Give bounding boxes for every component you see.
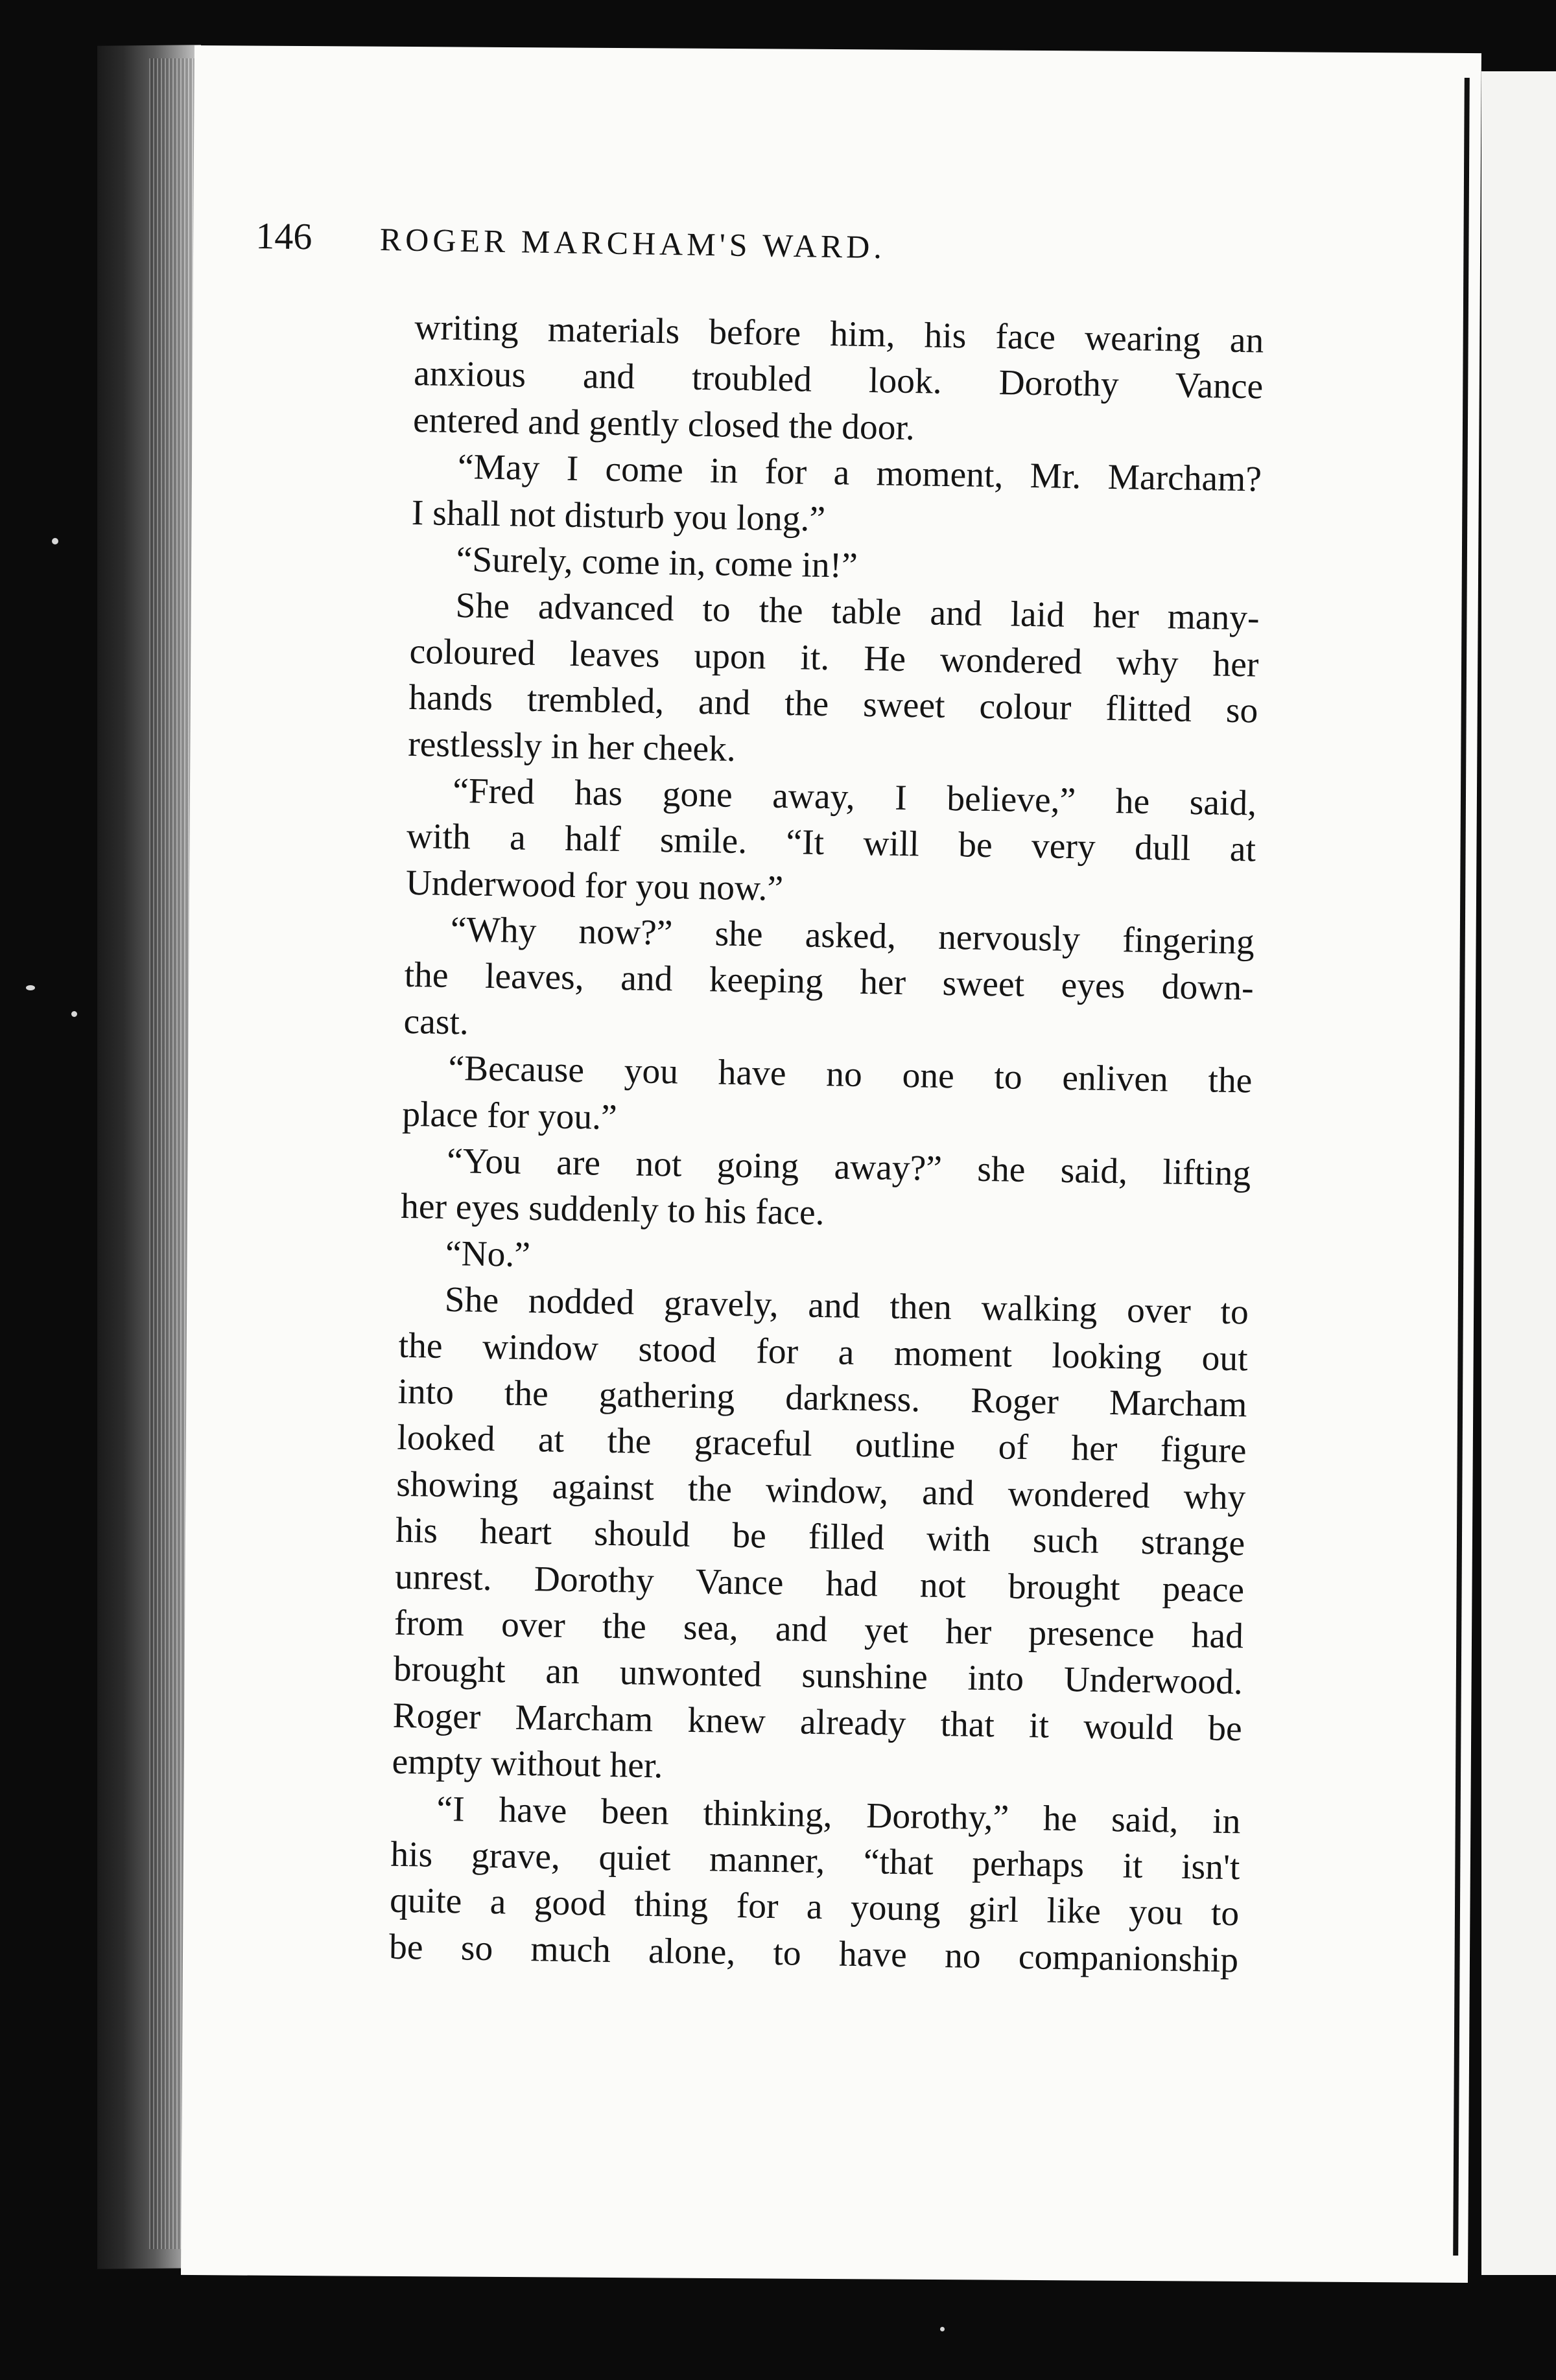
text-line: entered and gently closed the door. [412, 400, 915, 448]
text-line: quite a good thing for a young girl like you to [389, 1880, 1240, 1934]
text-line: “Because you have no one to enliven the [448, 1049, 1253, 1101]
text-line: the window stood for a moment looking out [398, 1325, 1249, 1379]
text-line: I shall not disturb you long.” [411, 493, 826, 539]
text-line: looked at the graceful outline of her figure [397, 1418, 1247, 1471]
text-line: from over the sea, and yet her presence had [394, 1603, 1244, 1657]
text-line: into the gathering darkness. Roger Marcham [397, 1371, 1247, 1425]
text-line: Roger Marcham knew already that it would be [392, 1696, 1243, 1749]
text-line: cast. [403, 1001, 469, 1043]
body-text [387, 305, 1264, 2094]
text-line: unrest. Dorothy Vance had not brought peace [394, 1557, 1245, 1610]
facing-page-edge [1481, 71, 1556, 2275]
text-line: coloured leaves upon it. He wondered why her [409, 631, 1259, 685]
text-line: “May I come in for a moment, Mr. Marcham? [457, 447, 1262, 500]
text-line: his grave, quiet manner, “that perhaps it isn't [390, 1834, 1240, 1888]
dust-speck [52, 538, 58, 544]
text-line: place for you.” [401, 1094, 618, 1138]
dust-speck [26, 985, 35, 990]
text-line: “Surely, come in, come in!” [456, 540, 858, 586]
text-line: “I have been thinking, Dorothy,” he said, in [436, 1789, 1241, 1841]
text-line: empty without her. [392, 1742, 663, 1786]
text-line: She nodded gravely, and then walking over to [444, 1280, 1249, 1333]
text-line: with a half smile. “It will be very dull at [406, 817, 1256, 870]
text-line: “You are not going away?” she said, lifting [446, 1141, 1251, 1194]
text-line: anxious and troubled look. Dorothy Vance [413, 354, 1264, 407]
text-line: showing against the window, and wondered why [395, 1464, 1246, 1518]
page-number: 146 [255, 214, 312, 258]
text-line: “Why now?” she asked, nervously fingering [450, 910, 1255, 962]
text-line: “No.” [445, 1233, 531, 1275]
text-line: “Fred has gone away, I believe,” he said, [452, 771, 1257, 824]
text-line: her eyes suddenly to his face. [400, 1187, 825, 1233]
text-line: be so much alone, to have no companionship [388, 1927, 1239, 1980]
text-line: restlessly in her cheek. [407, 724, 737, 769]
text-line: writing materials before him, his face wearing an [414, 307, 1264, 361]
text-line: the leaves, and keeping her sweet eyes down- [404, 955, 1255, 1009]
running-head: ROGER MARCHAM'S WARD. [379, 221, 886, 266]
text-line: She advanced to the table and laid her many- [455, 586, 1260, 638]
text-line: brought an unwonted sunshine into Underwood. [393, 1650, 1244, 1703]
text-line: Underwood for you now.” [405, 863, 784, 909]
text-line: his heart should be filled with such strange [395, 1510, 1245, 1564]
dust-speck [940, 2327, 945, 2331]
text-line: hands trembled, and the sweet colour flitted so [408, 678, 1258, 731]
dust-speck [71, 1011, 77, 1017]
